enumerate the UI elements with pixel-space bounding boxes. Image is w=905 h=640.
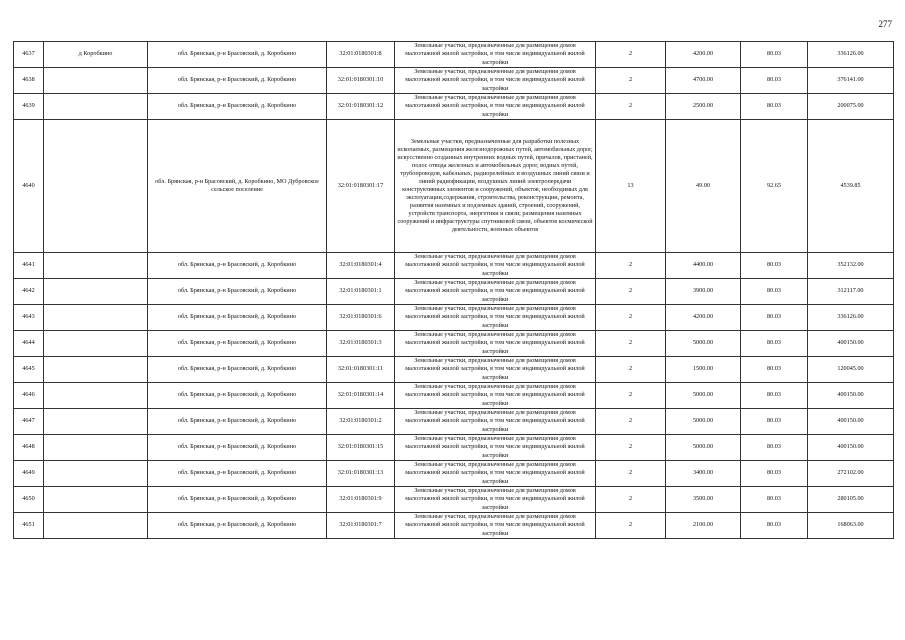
specific-value-cell: 80.03 — [741, 68, 808, 94]
area-cell: 4700.00 — [666, 68, 741, 94]
cadastral-number-cell: 32:01:0180301:13 — [327, 461, 395, 487]
area-cell: 5000.00 — [666, 331, 741, 357]
row-number-cell: 4650 — [14, 487, 44, 513]
land-purpose-cell: Земельные участки, предназначенные для размещения домов малоэтажной жилой застройки, в том числе индивидуальной жилой застройки — [395, 487, 596, 513]
land-purpose-cell: Земельные участки, предназначенные для размещения домов малоэтажной жилой застройки, в том числе индивидуальной жилой застройки — [395, 461, 596, 487]
address-cell: обл. Брянская, р-н Брасовский, д. Коробкино — [148, 383, 327, 409]
address-cell: обл. Брянская, р-н Брасовский, д. Коробкино — [148, 279, 327, 305]
cadastral-number-cell: 32:01:0180301:11 — [327, 357, 395, 383]
address-cell: обл. Брянская, р-н Брасовский, д. Коробкино — [148, 42, 327, 68]
specific-value-cell: 80.03 — [741, 513, 808, 539]
specific-value-cell: 80.03 — [741, 357, 808, 383]
locality-cell — [44, 94, 148, 120]
use-group-cell: 2 — [596, 383, 666, 409]
table-row — [14, 461, 894, 487]
specific-value-cell: 80.03 — [741, 487, 808, 513]
table-row — [14, 331, 894, 357]
cadastral-value-cell: 272102.00 — [808, 461, 894, 487]
page-number: 277 — [878, 19, 892, 29]
land-purpose-cell: Земельные участки, предназначенные для размещения домов малоэтажной жилой застройки, в том числе индивидуальной жилой застройки — [395, 383, 596, 409]
cadastral-value-cell: 400150.00 — [808, 331, 894, 357]
cadastral-number-cell: 32:01:0180301:6 — [327, 305, 395, 331]
land-purpose-cell: Земельные участки, предназначенные для разработки полезных ископаемых, размещения железнодорожных путей, автомобильных дорог, искусственно созданных внутренних водных путей, причалов, пристаней, полос отвода железных и автомобильных дорог, водных путей, трубопроводов, кабельных, радиорелейных и воздушных линий связи и линий радиофикации, воздушных линий электропередачи конструктивных элементов и сооружений, объектов, необходимых для эксплуатации,содержания, строительства, реконструкции, ремонта, развития наземных и подземных зданий, строений, сооружений, устройств транспорта, энергетики и связи; размещения наземных сооружений и инфраструктуры спутниковой связи, объектов космической деятельности, военных объектов — [395, 120, 596, 253]
land-purpose-cell: Земельные участки, предназначенные для размещения домов малоэтажной жилой застройки, в том числе индивидуальной жилой застройки — [395, 279, 596, 305]
cadastral-number-cell: 32:01:0180301:8 — [327, 42, 395, 68]
address-cell: обл. Брянская, р-н Брасовский, д. Коробкино — [148, 331, 327, 357]
address-cell: обл. Брянская, р-н Брасовский, д. Коробкино — [148, 435, 327, 461]
row-number-cell: 4649 — [14, 461, 44, 487]
table-row — [14, 253, 894, 279]
use-group-cell: 2 — [596, 513, 666, 539]
table-row — [14, 383, 894, 409]
land-purpose-cell: Земельные участки, предназначенные для размещения домов малоэтажной жилой застройки, в том числе индивидуальной жилой застройки — [395, 409, 596, 435]
specific-value-cell: 80.03 — [741, 435, 808, 461]
area-cell: 4400.00 — [666, 253, 741, 279]
land-purpose-cell: Земельные участки, предназначенные для размещения домов малоэтажной жилой застройки, в том числе индивидуальной жилой застройки — [395, 331, 596, 357]
use-group-cell: 2 — [596, 331, 666, 357]
area-cell: 1500.00 — [666, 357, 741, 383]
use-group-cell: 2 — [596, 94, 666, 120]
cadastral-value-cell: 120045.00 — [808, 357, 894, 383]
land-purpose-cell: Земельные участки, предназначенные для размещения домов малоэтажной жилой застройки, в том числе индивидуальной жилой застройки — [395, 357, 596, 383]
use-group-cell: 2 — [596, 409, 666, 435]
address-cell: обл. Брянская, р-н Брасовский, д. Коробкино — [148, 513, 327, 539]
land-purpose-cell: Земельные участки, предназначенные для размещения домов малоэтажной жилой застройки, в том числе индивидуальной жилой застройки — [395, 513, 596, 539]
area-cell: 5000.00 — [666, 383, 741, 409]
address-cell: обл. Брянская, р-н Брасовский, д. Коробкино — [148, 253, 327, 279]
land-purpose-cell: Земельные участки, предназначенные для размещения домов малоэтажной жилой застройки, в том числе индивидуальной жилой застройки — [395, 305, 596, 331]
use-group-cell: 2 — [596, 42, 666, 68]
cadastral-value-cell: 168063.00 — [808, 513, 894, 539]
cadastral-number-cell: 32:01:0180301:17 — [327, 120, 395, 253]
row-number-cell: 4644 — [14, 331, 44, 357]
locality-cell — [44, 331, 148, 357]
area-cell: 49.00 — [666, 120, 741, 253]
cadastral-number-cell: 32:01:0180301:2 — [327, 409, 395, 435]
locality-cell — [44, 487, 148, 513]
row-number-cell: 4651 — [14, 513, 44, 539]
specific-value-cell: 80.03 — [741, 305, 808, 331]
table-row — [14, 409, 894, 435]
table-row — [14, 68, 894, 94]
locality-cell — [44, 120, 148, 253]
table-row — [14, 120, 894, 253]
land-registry-table — [13, 41, 894, 539]
locality-cell — [44, 253, 148, 279]
use-group-cell: 2 — [596, 487, 666, 513]
locality-cell — [44, 435, 148, 461]
address-cell: обл. Брянская, р-н Брасовский, д. Коробкино — [148, 357, 327, 383]
table-row — [14, 435, 894, 461]
specific-value-cell: 80.03 — [741, 94, 808, 120]
address-cell: обл. Брянская, р-н Брасовский, д. Коробкино, МО Дубровское сельское поселение — [148, 120, 327, 253]
table-row — [14, 42, 894, 68]
address-cell: обл. Брянская, р-н Брасовский, д. Коробкино — [148, 305, 327, 331]
cadastral-number-cell: 32:01:0180301:14 — [327, 383, 395, 409]
address-cell: обл. Брянская, р-н Брасовский, д. Коробкино — [148, 94, 327, 120]
address-cell: обл. Брянская, р-н Брасовский, д. Коробкино — [148, 487, 327, 513]
land-purpose-cell: Земельные участки, предназначенные для размещения домов малоэтажной жилой застройки, в том числе индивидуальной жилой застройки — [395, 435, 596, 461]
cadastral-value-cell: 352132.00 — [808, 253, 894, 279]
locality-cell — [44, 68, 148, 94]
address-cell: обл. Брянская, р-н Брасовский, д. Коробкино — [148, 68, 327, 94]
use-group-cell: 2 — [596, 279, 666, 305]
row-number-cell: 4640 — [14, 120, 44, 253]
cadastral-number-cell: 32:01:0180301:12 — [327, 94, 395, 120]
locality-cell: д Коробкино — [44, 42, 148, 68]
locality-cell — [44, 279, 148, 305]
cadastral-value-cell: 4539.85 — [808, 120, 894, 253]
row-number-cell: 4638 — [14, 68, 44, 94]
table-row — [14, 357, 894, 383]
land-purpose-cell: Земельные участки, предназначенные для размещения домов малоэтажной жилой застройки, в том числе индивидуальной жилой застройки — [395, 68, 596, 94]
area-cell: 4200.00 — [666, 42, 741, 68]
use-group-cell: 2 — [596, 253, 666, 279]
row-number-cell: 4647 — [14, 409, 44, 435]
specific-value-cell: 80.03 — [741, 42, 808, 68]
locality-cell — [44, 513, 148, 539]
specific-value-cell: 80.03 — [741, 461, 808, 487]
cadastral-value-cell: 336126.00 — [808, 305, 894, 331]
use-group-cell: 2 — [596, 68, 666, 94]
area-cell: 5000.00 — [666, 409, 741, 435]
row-number-cell: 4643 — [14, 305, 44, 331]
locality-cell — [44, 409, 148, 435]
area-cell: 3900.00 — [666, 279, 741, 305]
row-number-cell: 4639 — [14, 94, 44, 120]
locality-cell — [44, 383, 148, 409]
locality-cell — [44, 461, 148, 487]
cadastral-value-cell: 400150.00 — [808, 409, 894, 435]
specific-value-cell: 92.65 — [741, 120, 808, 253]
row-number-cell: 4637 — [14, 42, 44, 68]
row-number-cell: 4648 — [14, 435, 44, 461]
cadastral-value-cell: 280105.00 — [808, 487, 894, 513]
use-group-cell: 2 — [596, 357, 666, 383]
cadastral-value-cell: 400150.00 — [808, 383, 894, 409]
specific-value-cell: 80.03 — [741, 383, 808, 409]
land-purpose-cell: Земельные участки, предназначенные для размещения домов малоэтажной жилой застройки, в том числе индивидуальной жилой застройки — [395, 42, 596, 68]
row-number-cell: 4646 — [14, 383, 44, 409]
specific-value-cell: 80.03 — [741, 409, 808, 435]
cadastral-number-cell: 32:01:0180301:15 — [327, 435, 395, 461]
cadastral-value-cell: 336126.00 — [808, 42, 894, 68]
address-cell: обл. Брянская, р-н Брасовский, д. Коробкино — [148, 461, 327, 487]
row-number-cell: 4645 — [14, 357, 44, 383]
cadastral-number-cell: 32:01:0180301:7 — [327, 513, 395, 539]
table-row — [14, 94, 894, 120]
table-row — [14, 305, 894, 331]
land-purpose-cell: Земельные участки, предназначенные для размещения домов малоэтажной жилой застройки, в том числе индивидуальной жилой застройки — [395, 94, 596, 120]
area-cell: 2100.00 — [666, 513, 741, 539]
locality-cell — [44, 357, 148, 383]
cadastral-number-cell: 32:01:0180301:10 — [327, 68, 395, 94]
land-purpose-cell: Земельные участки, предназначенные для размещения домов малоэтажной жилой застройки, в том числе индивидуальной жилой застройки — [395, 253, 596, 279]
row-number-cell: 4642 — [14, 279, 44, 305]
cadastral-number-cell: 32:01:0180301:4 — [327, 253, 395, 279]
use-group-cell: 2 — [596, 461, 666, 487]
table-row — [14, 487, 894, 513]
cadastral-value-cell: 376141.00 — [808, 68, 894, 94]
area-cell: 4200.00 — [666, 305, 741, 331]
area-cell: 5000.00 — [666, 435, 741, 461]
cadastral-number-cell: 32:01:0180301:3 — [327, 331, 395, 357]
row-number-cell: 4641 — [14, 253, 44, 279]
cadastral-value-cell: 200075.00 — [808, 94, 894, 120]
specific-value-cell: 80.03 — [741, 253, 808, 279]
cadastral-number-cell: 32:01:0180301:9 — [327, 487, 395, 513]
area-cell: 2500.00 — [666, 94, 741, 120]
use-group-cell: 13 — [596, 120, 666, 253]
area-cell: 3400.00 — [666, 461, 741, 487]
table-body — [14, 42, 894, 539]
table-row — [14, 513, 894, 539]
cadastral-value-cell: 400150.00 — [808, 435, 894, 461]
area-cell: 3500.00 — [666, 487, 741, 513]
table-row — [14, 279, 894, 305]
address-cell: обл. Брянская, р-н Брасовский, д. Коробкино — [148, 409, 327, 435]
use-group-cell: 2 — [596, 435, 666, 461]
use-group-cell: 2 — [596, 305, 666, 331]
locality-cell — [44, 305, 148, 331]
specific-value-cell: 80.03 — [741, 331, 808, 357]
cadastral-number-cell: 32:01:0180301:1 — [327, 279, 395, 305]
cadastral-value-cell: 312117.00 — [808, 279, 894, 305]
specific-value-cell: 80.03 — [741, 279, 808, 305]
